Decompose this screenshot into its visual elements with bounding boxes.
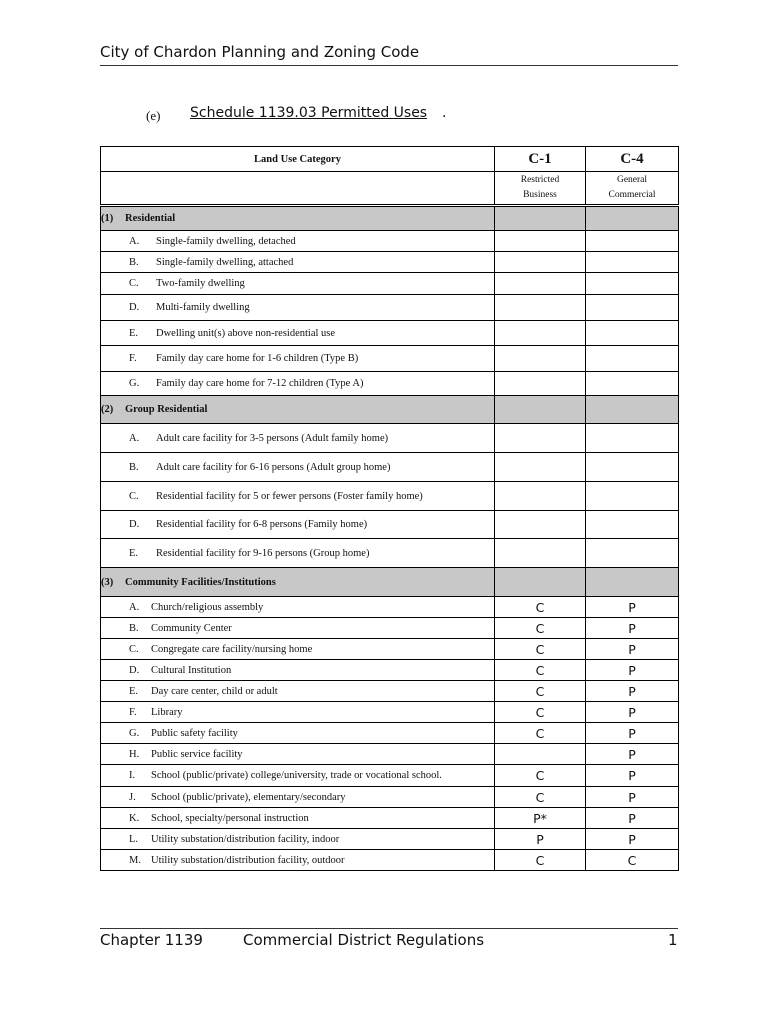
district-c4-value: P: [586, 639, 679, 660]
use-label-cell: [101, 660, 495, 681]
use-label-cell: [101, 231, 495, 252]
item-label: Community Center: [151, 622, 232, 634]
use-label-cell: [101, 744, 495, 765]
use-label-cell: [101, 372, 495, 396]
table-row: [101, 295, 679, 321]
section-c4-cell: [586, 568, 679, 597]
schedule-period: .: [442, 105, 447, 121]
item-letter: D.: [129, 664, 140, 676]
document-header: City of Chardon Planning and Zoning Code: [100, 43, 420, 61]
table-row: [101, 539, 679, 568]
item-letter: I.: [129, 770, 136, 781]
district-c1-value: C: [495, 765, 586, 787]
item-letter: C.: [129, 490, 139, 502]
item-letter: E.: [129, 327, 139, 339]
item-letter: F.: [129, 706, 137, 718]
district-c1-desc-line1: Restricted: [520, 175, 560, 185]
table-row: [101, 765, 679, 787]
district-c4-value: P: [586, 597, 679, 618]
district-c4-value: [586, 273, 679, 295]
district-c1-value: C: [495, 850, 586, 871]
district-c1-value: [495, 539, 586, 568]
district-c1-value: C: [495, 660, 586, 681]
district-c1-value: C: [495, 597, 586, 618]
section-c4-cell: [586, 396, 679, 424]
item-label: Library: [151, 706, 183, 718]
table-row: [101, 829, 679, 850]
use-label-cell: [101, 346, 495, 372]
district-c4-value: P: [586, 681, 679, 702]
item-letter: C.: [129, 278, 139, 289]
item-letter: B.: [129, 622, 139, 634]
item-letter: E.: [129, 685, 139, 697]
use-label-cell: [101, 787, 495, 808]
use-label-cell: [101, 597, 495, 618]
item-label: Residential facility for 6-8 persons (Family home): [156, 519, 368, 530]
footer-title: Commercial District Regulations: [243, 931, 485, 949]
item-letter: B.: [129, 461, 139, 473]
item-label: School, specialty/personal instruction: [151, 812, 309, 824]
section-number: (2): [101, 404, 114, 415]
district-c4-value: [586, 372, 679, 396]
section-title-cell: [101, 568, 495, 597]
item-label: Cultural Institution: [151, 664, 232, 676]
item-label: Residential facility for 5 or fewer persons (Foster family home): [156, 490, 423, 502]
item-letter: A.: [129, 235, 140, 247]
district-c4-value: C: [586, 850, 679, 871]
item-label: Dwelling unit(s) above non-residential use: [156, 327, 336, 339]
district-c4-value: [586, 295, 679, 321]
item-label: Residential facility for 9-16 persons (Group home): [156, 547, 370, 559]
district-c4-value: [586, 539, 679, 568]
district-c4-value: P: [586, 787, 679, 808]
table-row: [101, 482, 679, 511]
use-label-cell: [101, 681, 495, 702]
item-label: Family day care home for 1-6 children (Type B): [156, 353, 359, 364]
table-row: [101, 252, 679, 273]
district-c4-desc-line1: General: [616, 175, 648, 185]
schedule-marker: (e): [146, 108, 161, 123]
item-label: Family day care home for 7-12 children (Type A): [156, 378, 364, 389]
use-label-cell: [101, 252, 495, 273]
table-header-row: [101, 147, 679, 172]
district-c1-value: P*: [495, 808, 586, 829]
district-c4-value: P: [586, 660, 679, 681]
use-label-cell: [101, 511, 495, 539]
item-label: Public safety facility: [151, 727, 238, 739]
item-label: Congregate care facility/nursing home: [151, 643, 313, 655]
district-c1-desc-line2: Business: [523, 190, 557, 200]
district-c1-value: [495, 453, 586, 482]
table-row: [101, 511, 679, 539]
item-label: School (public/private), elementary/secondary: [151, 791, 346, 803]
district-c1-value: [495, 231, 586, 252]
district-c1-value: C: [495, 639, 586, 660]
subheader-empty-cell: [101, 172, 495, 206]
district-c4-value: P: [586, 723, 679, 744]
district-c4-value: P: [586, 744, 679, 765]
district-c4-description: [586, 172, 679, 206]
table-row: [101, 850, 679, 871]
item-letter: H.: [129, 748, 140, 760]
footer-page-number: 1: [668, 931, 678, 949]
table-row: [101, 597, 679, 618]
district-c4-value: P: [586, 702, 679, 723]
item-letter: C.: [129, 643, 139, 655]
use-label-cell: [101, 482, 495, 511]
use-label-cell: [101, 295, 495, 321]
table-row: [101, 681, 679, 702]
section-row: [101, 396, 679, 424]
section-number: (1): [101, 213, 114, 224]
district-c4-desc-line2: Commercial: [608, 190, 656, 200]
district-c1-value: P: [495, 829, 586, 850]
table-row: [101, 787, 679, 808]
item-label: Multi-family dwelling: [156, 302, 250, 313]
section-title-cell: [101, 206, 495, 231]
district-c1-value: [495, 372, 586, 396]
district-c1-value: C: [495, 702, 586, 723]
district-c1-value: C: [495, 787, 586, 808]
district-c4-value: P: [586, 618, 679, 639]
section-c1-cell: [495, 396, 586, 424]
use-label-cell: [101, 639, 495, 660]
use-label-cell: [101, 702, 495, 723]
item-label: Single-family dwelling, detached: [156, 235, 296, 247]
district-c1-description: [495, 172, 586, 206]
permitted-uses-table: [100, 146, 679, 871]
use-label-cell: [101, 850, 495, 871]
use-label-cell: [101, 453, 495, 482]
table-row: [101, 346, 679, 372]
table-row: [101, 424, 679, 453]
district-c4-value: [586, 321, 679, 346]
footer-rule: [100, 928, 678, 929]
district-c1-value: [495, 346, 586, 372]
table-row: [101, 453, 679, 482]
item-letter: E.: [129, 547, 139, 559]
section-row: [101, 206, 679, 231]
header-rule: [100, 65, 678, 66]
use-label-cell: [101, 723, 495, 744]
district-c1-value: [495, 295, 586, 321]
item-letter: K.: [129, 812, 140, 824]
section-number: (3): [101, 576, 114, 588]
item-label: Utility substation/distribution facility, indoor: [151, 833, 340, 845]
table-row: [101, 618, 679, 639]
item-label: Public service facility: [151, 748, 243, 760]
table-row: [101, 702, 679, 723]
table-row: [101, 808, 679, 829]
section-title: Community Facilities/Institutions: [125, 576, 276, 588]
district-c4-value: P: [586, 765, 679, 787]
district-c1-value: [495, 511, 586, 539]
section-title: Residential: [125, 213, 176, 224]
land-use-category-header: Land Use Category: [101, 147, 495, 172]
table-row: [101, 639, 679, 660]
district-c4-value: P: [586, 829, 679, 850]
use-label-cell: [101, 424, 495, 453]
item-letter: J.: [129, 791, 136, 803]
item-letter: L.: [129, 833, 139, 845]
district-c1-value: [495, 744, 586, 765]
section-title: Group Residential: [125, 404, 208, 415]
use-label-cell: [101, 829, 495, 850]
section-c1-cell: [495, 206, 586, 231]
district-c1-value: [495, 321, 586, 346]
item-label: Church/religious assembly: [151, 601, 264, 613]
use-label-cell: [101, 539, 495, 568]
district-c4-value: [586, 252, 679, 273]
use-label-cell: [101, 321, 495, 346]
table-row: [101, 723, 679, 744]
district-c4-code: C-4: [586, 147, 679, 172]
district-c4-value: P: [586, 808, 679, 829]
item-letter: A.: [129, 432, 140, 444]
use-label-cell: [101, 765, 495, 787]
item-letter: M.: [129, 854, 141, 866]
item-letter: G.: [129, 378, 140, 389]
use-label-cell: [101, 808, 495, 829]
district-c4-value: [586, 453, 679, 482]
item-label: Two-family dwelling: [156, 278, 245, 289]
item-label: Day care center, child or adult: [151, 685, 278, 697]
district-c4-value: [586, 424, 679, 453]
district-c4-value: [586, 511, 679, 539]
table-row: [101, 744, 679, 765]
item-label: Adult care facility for 6-16 persons (Adult group home): [156, 461, 391, 473]
district-c1-value: [495, 273, 586, 295]
item-label: School (public/private) college/university, trade or vocational school.: [151, 770, 442, 781]
district-c1-value: [495, 482, 586, 511]
district-c1-value: C: [495, 723, 586, 744]
item-label: Utility substation/distribution facility, outdoor: [151, 854, 345, 866]
section-c4-cell: [586, 206, 679, 231]
item-letter: G.: [129, 727, 140, 739]
district-c1-value: C: [495, 681, 586, 702]
item-letter: A.: [129, 601, 140, 613]
district-c1-value: C: [495, 618, 586, 639]
district-c4-value: [586, 482, 679, 511]
use-label-cell: [101, 273, 495, 295]
item-letter: F.: [129, 353, 137, 364]
table-subheader-row: [101, 172, 679, 206]
section-row: [101, 568, 679, 597]
table-row: [101, 660, 679, 681]
item-letter: D.: [129, 519, 140, 530]
item-letter: D.: [129, 302, 140, 313]
item-label: Single-family dwelling, attached: [156, 256, 294, 268]
district-c4-value: [586, 346, 679, 372]
table-row: [101, 321, 679, 346]
use-label-cell: [101, 618, 495, 639]
table-row: [101, 273, 679, 295]
table-row: [101, 231, 679, 252]
section-title-cell: [101, 396, 495, 424]
item-letter: B.: [129, 256, 139, 268]
table-row: [101, 372, 679, 396]
district-c1-value: [495, 424, 586, 453]
item-label: Adult care facility for 3-5 persons (Adult family home): [156, 432, 389, 444]
footer-chapter: Chapter 1139: [100, 931, 203, 949]
district-c1-code: C-1: [495, 147, 586, 172]
district-c4-value: [586, 231, 679, 252]
schedule-title: Schedule 1139.03 Permitted Uses: [190, 105, 428, 121]
district-c1-value: [495, 252, 586, 273]
section-c1-cell: [495, 568, 586, 597]
